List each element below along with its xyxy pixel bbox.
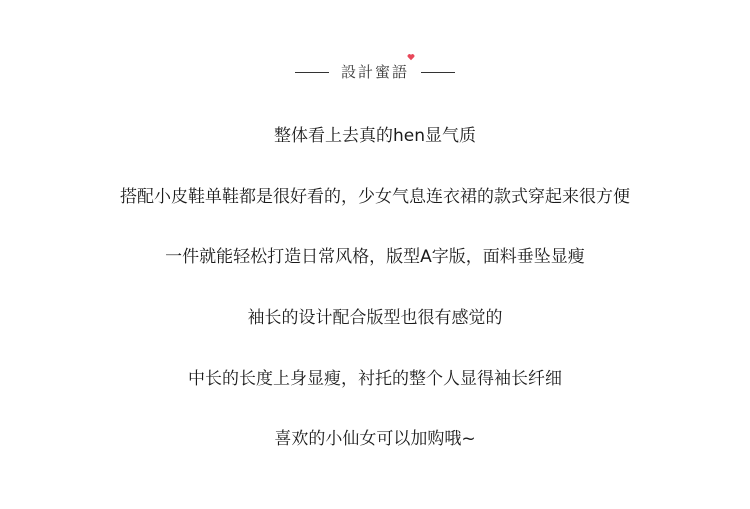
description-line: 袖长的设计配合版型也很有感觉的 <box>247 308 503 328</box>
description-line: 搭配小皮鞋单鞋都是很好看的，少女气息连衣裙的款式穿起来很方便 <box>120 187 630 207</box>
header-left-rule <box>295 72 329 73</box>
header-right-rule <box>421 72 455 73</box>
heart-icon <box>407 53 415 61</box>
header-title-wrap <box>341 62 409 82</box>
description-line: 整体看上去真的hen显气质 <box>273 126 476 146</box>
description-line: 一件就能轻松打造日常风格，版型A字版，面料垂坠显瘦 <box>165 247 585 267</box>
section-header <box>0 62 750 82</box>
description-line: 中长的长度上身显瘦，衬托的整个人显得袖长纤细 <box>188 369 562 389</box>
header-title: 設計蜜語 <box>340 63 409 81</box>
description-line: 喜欢的小仙女可以加购哦~ <box>274 429 476 449</box>
